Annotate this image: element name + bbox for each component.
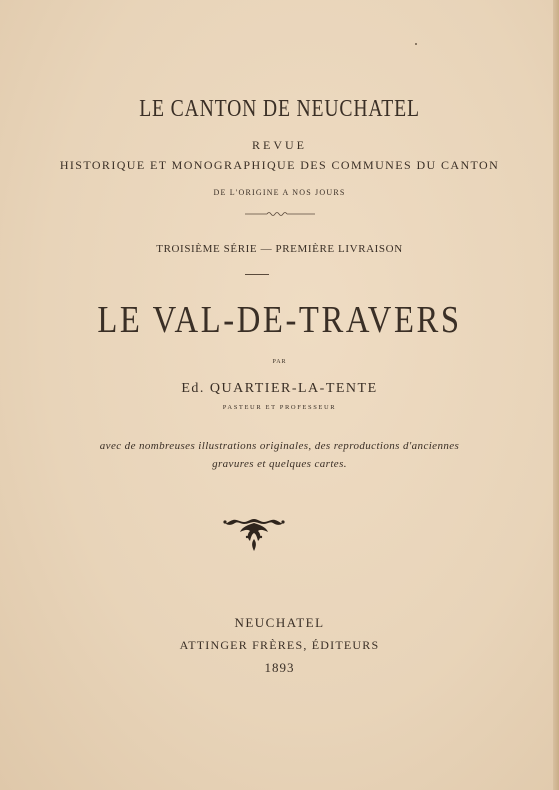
author-prefix: Ed. <box>181 381 205 396</box>
imprint-city: NEUCHATEL <box>234 615 325 630</box>
description-line-2: gravures et quelques cartes. <box>212 458 347 470</box>
imprint-publisher: ATTINGER FRÈRES, ÉDITEURS <box>179 638 380 652</box>
par-label: PAR <box>272 359 287 365</box>
decorative-rule <box>0 210 559 220</box>
series-title: LE CANTON DE NEUCHATEL <box>139 96 420 122</box>
paper-speck <box>415 43 417 45</box>
short-rule <box>245 274 269 275</box>
origin-line: DE L'ORIGINE A NOS JOURS <box>213 188 346 197</box>
author-role: PASTEUR ET PROFESSEUR <box>222 404 337 411</box>
fleuron-ornament-icon <box>221 513 287 555</box>
book-title: LE VAL-DE-TRAVERS <box>97 299 462 341</box>
author-name: QUARTIER-LA-TENTE <box>204 381 378 396</box>
imprint-year: 1893 <box>264 660 295 675</box>
revue-label: REVUE <box>252 138 307 152</box>
description-line-1: avec de nombreuses illustrations originales, des reproductions d'anciennes <box>99 440 460 452</box>
series-number: TROISIÈME SÉRIE — PREMIÈRE LIVRAISON <box>156 243 403 255</box>
author-line <box>0 381 559 397</box>
series-subtitle: HISTORIQUE ET MONOGRAPHIQUE DES COMMUNES DU CANTON <box>59 158 500 172</box>
wavy-rule-icon <box>245 210 315 218</box>
